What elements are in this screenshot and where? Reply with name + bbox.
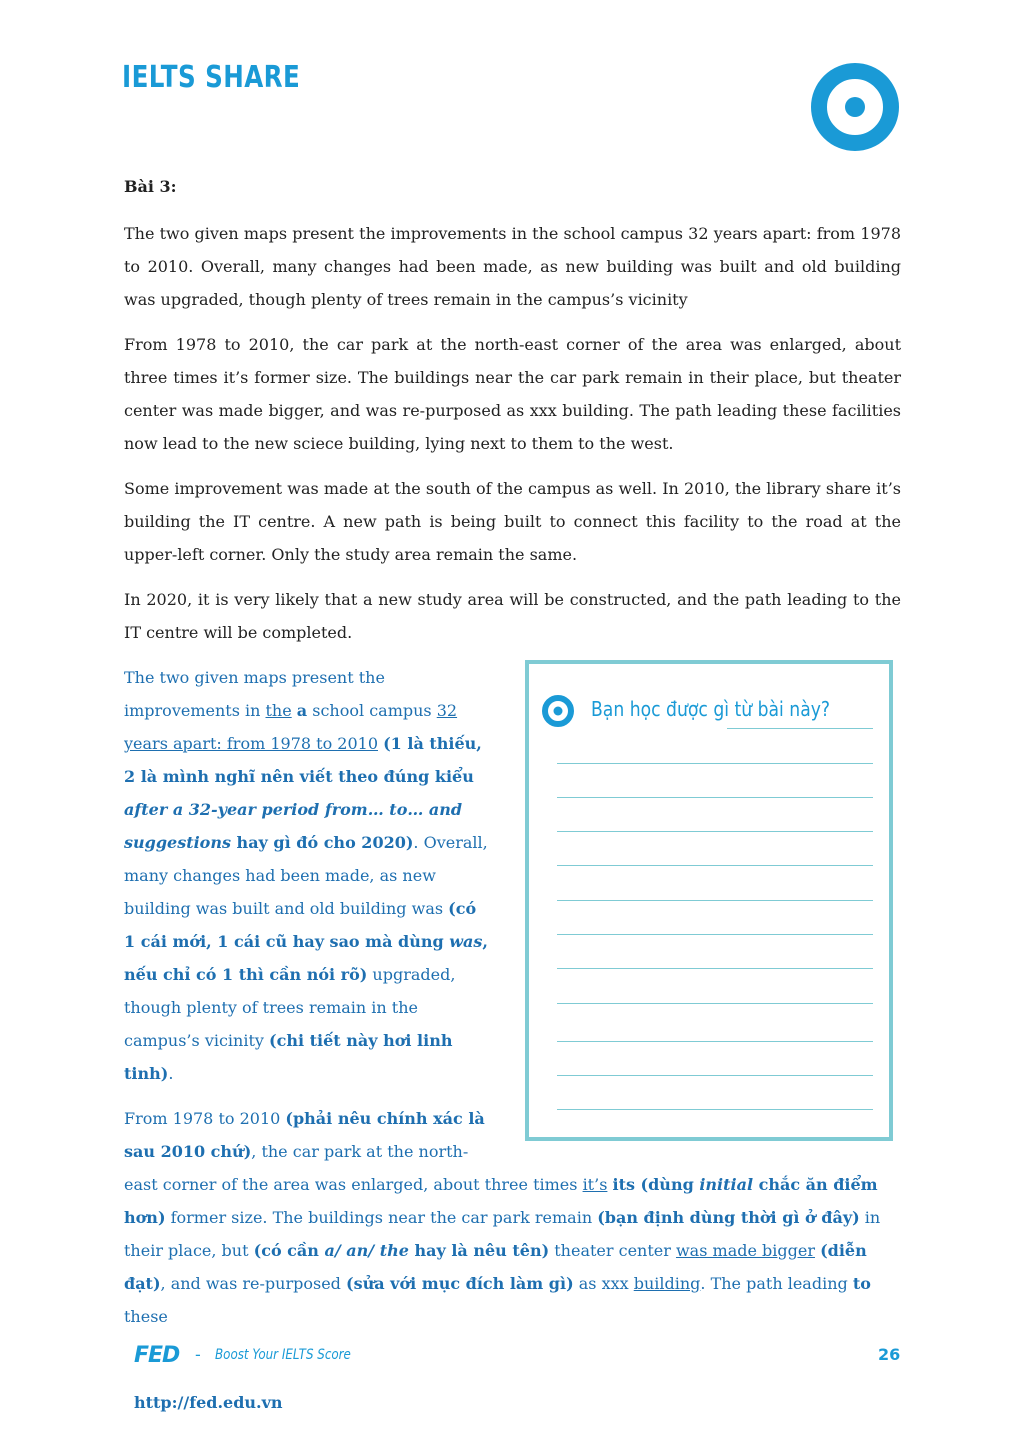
brand-title: IELTS SHARE (122, 60, 301, 95)
writing-line (557, 797, 873, 798)
writing-line (557, 900, 873, 901)
correction-paragraph: The two given maps present the improvements in the a school campus 32 years apart: from 1978 to 2010 (1 là thiếu, 2 là mình nghĩ nên viết theo đúng kiểu after a 32-year period from… to… and suggestions hay gì đó cho 2020). Overall, many changes had been made, as new building was built and old building was (có 1 cái mới, 1 cái cũ hay sao mà dùng was, nếu chỉ có 1 thì cần nói rõ) upgraded, though plenty of trees remain in the campus’s vicinity (chi tiết này hơi linh tinh). (124, 668, 488, 1083)
writing-line (557, 1109, 873, 1110)
footer-dash: - (195, 1345, 201, 1364)
footer-tagline: Boost Your IELTS Score (215, 1347, 351, 1363)
essay-paragraph: Some improvement was made at the south of the campus as well. In 2010, the library share it’s building the IT centre. A new path is being built to connect this facility to the road at the upper-left corner. Only the study area remain the same. (124, 479, 901, 564)
page-number: 26 (878, 1345, 901, 1364)
target-icon (541, 694, 575, 728)
feedback-box-header (541, 694, 881, 728)
writing-line (557, 831, 873, 832)
essay-paragraph: In 2020, it is very likely that a new study area will be constructed, and the path leading to the IT centre will be completed. (124, 590, 901, 642)
writing-line (557, 968, 873, 969)
feedback-box-title: Bạn học được gì từ bài này? (591, 697, 831, 721)
writing-line (557, 1075, 873, 1076)
essay-paragraph: From 1978 to 2010, the car park at the north-east corner of the area was enlarged, about three times it’s former size. The buildings near the car park remain in their place, but theater center was made bigger, and was re-purposed as xxx building. The path leading these facilities now lead to the new sciece building, lying next to them to the west. (124, 335, 901, 453)
target-icon (810, 62, 900, 152)
writing-line (727, 728, 873, 729)
fed-logo: FED (134, 1343, 180, 1368)
writing-line (557, 865, 873, 866)
writing-line (557, 1041, 873, 1042)
exercise-heading: Bài 3: (124, 177, 177, 196)
essay-paragraph: The two given maps present the improvements in the school campus 32 years apart: from 1978 to 2010. Overall, many changes had been made, as new building was built and old building was upgraded, though plenty of trees remain in the campus’s vicinity (124, 224, 901, 309)
writing-line (557, 763, 873, 764)
correction-paragraph: From 1978 to 2010 (phải nêu chính xác là sau 2010 chứ), the car park at the north-east corner of the area was enlarged, about three times it’s its (dùng initial chắc ăn điểm hơn) former size. The buildings near the car park remain (bạn định dùng thời gì ở đây) in their place, but (có cần a/ an/ the hay là nêu tên) theater center was made bigger (diễn đạt), and was re-purposed (sửa với mục đích làm gì) as xxx building. The path leading to these (124, 1109, 881, 1326)
footer-url-link[interactable]: http://fed.edu.vn (134, 1393, 283, 1412)
feedback-box (525, 660, 893, 1141)
writing-line (557, 934, 873, 935)
writing-line (557, 1003, 873, 1004)
